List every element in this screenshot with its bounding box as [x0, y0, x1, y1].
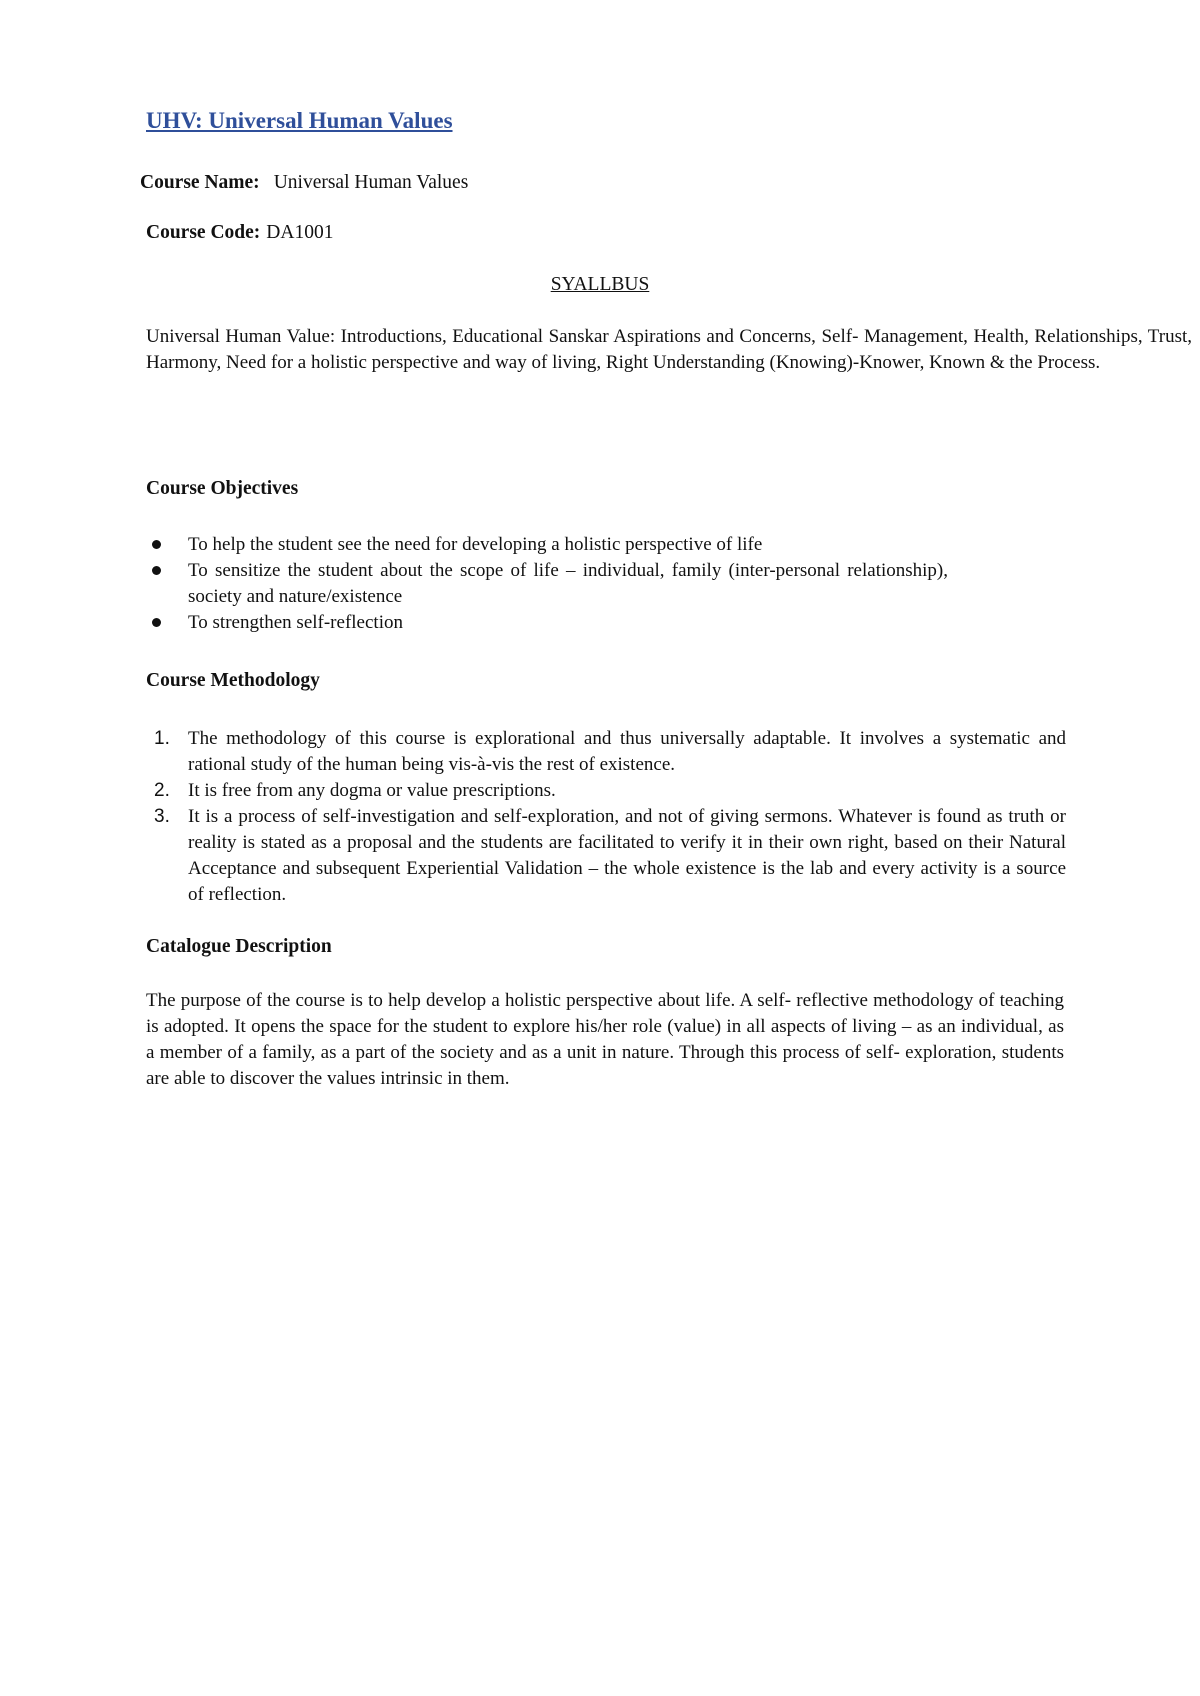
- document-title: UHV: Universal Human Values: [146, 108, 453, 133]
- objective-item: [188, 558, 948, 610]
- methodology-item: [154, 804, 1066, 908]
- methodology-text: It is free from any dogma or value prescriptions.: [188, 780, 556, 801]
- objective-item: [188, 532, 948, 558]
- course-name-row: [140, 172, 468, 194]
- course-code-row: [146, 222, 333, 244]
- item-number: 2.: [154, 780, 170, 801]
- bullet-icon: [152, 540, 161, 549]
- bullet-icon: [152, 566, 161, 575]
- syllabus-heading: SYALLBUS: [550, 274, 650, 295]
- course-name-label: Course Name:: [140, 172, 260, 193]
- objective-text: To sensitize the student about the scope of life – individual, family (inter-personal relationship), society and nature/existence: [188, 560, 948, 607]
- course-code-label: Course Code:: [146, 222, 261, 243]
- objectives-list: [188, 532, 948, 636]
- methodology-text: It is a process of self-investigation and self-exploration, and not of giving sermons. Whatever is found as truth or reality is stated as a proposal and the students are facilitated to verify it in their own right, based on their Natural Acceptance and subsequent Experiential Validation – the whole existence is the lab and every activity is a source of reflection.: [188, 806, 1066, 905]
- objectives-heading: Course Objectives: [146, 478, 299, 499]
- catalogue-heading: Catalogue Description: [146, 936, 332, 957]
- course-name-value: Universal Human Values: [273, 172, 469, 193]
- methodology-heading: Course Methodology: [146, 670, 320, 691]
- methodology-list: [154, 726, 1066, 908]
- methodology-item: [154, 726, 1066, 778]
- catalogue-text: The purpose of the course is to help develop a holistic perspective about life. A self- reflective methodology of teaching is adopted. It opens the space for the student to explore his/her role (value) in all aspects of living – as an individual, as a member of a family, as a part of the society and as a unit in nature. Through this process of self- exploration, students are able to discover the values intrinsic in them.: [146, 990, 1064, 1089]
- course-code-value: DA1001: [266, 222, 334, 243]
- objective-item: [188, 610, 948, 636]
- methodology-text: The methodology of this course is explorational and thus universally adaptable. It involves a systematic and rational study of the human being vis-à-vis the rest of existence.: [188, 728, 1066, 775]
- objective-text: To strengthen self-reflection: [188, 612, 403, 633]
- objective-text: To help the student see the need for developing a holistic perspective of life: [188, 534, 763, 555]
- bullet-icon: [152, 618, 161, 627]
- item-number: 1.: [154, 728, 170, 749]
- item-number: 3.: [154, 806, 170, 827]
- syllabus-text: Universal Human Value: Introductions, Educational Sanskar Aspirations and Concerns, Self- Management, Health, Relationships, Trust, Harmony, Need for a holistic perspective and way of living, Right Understanding (Knowing)-Knower, Known & the Process.: [146, 326, 1192, 373]
- methodology-item: [154, 778, 1066, 804]
